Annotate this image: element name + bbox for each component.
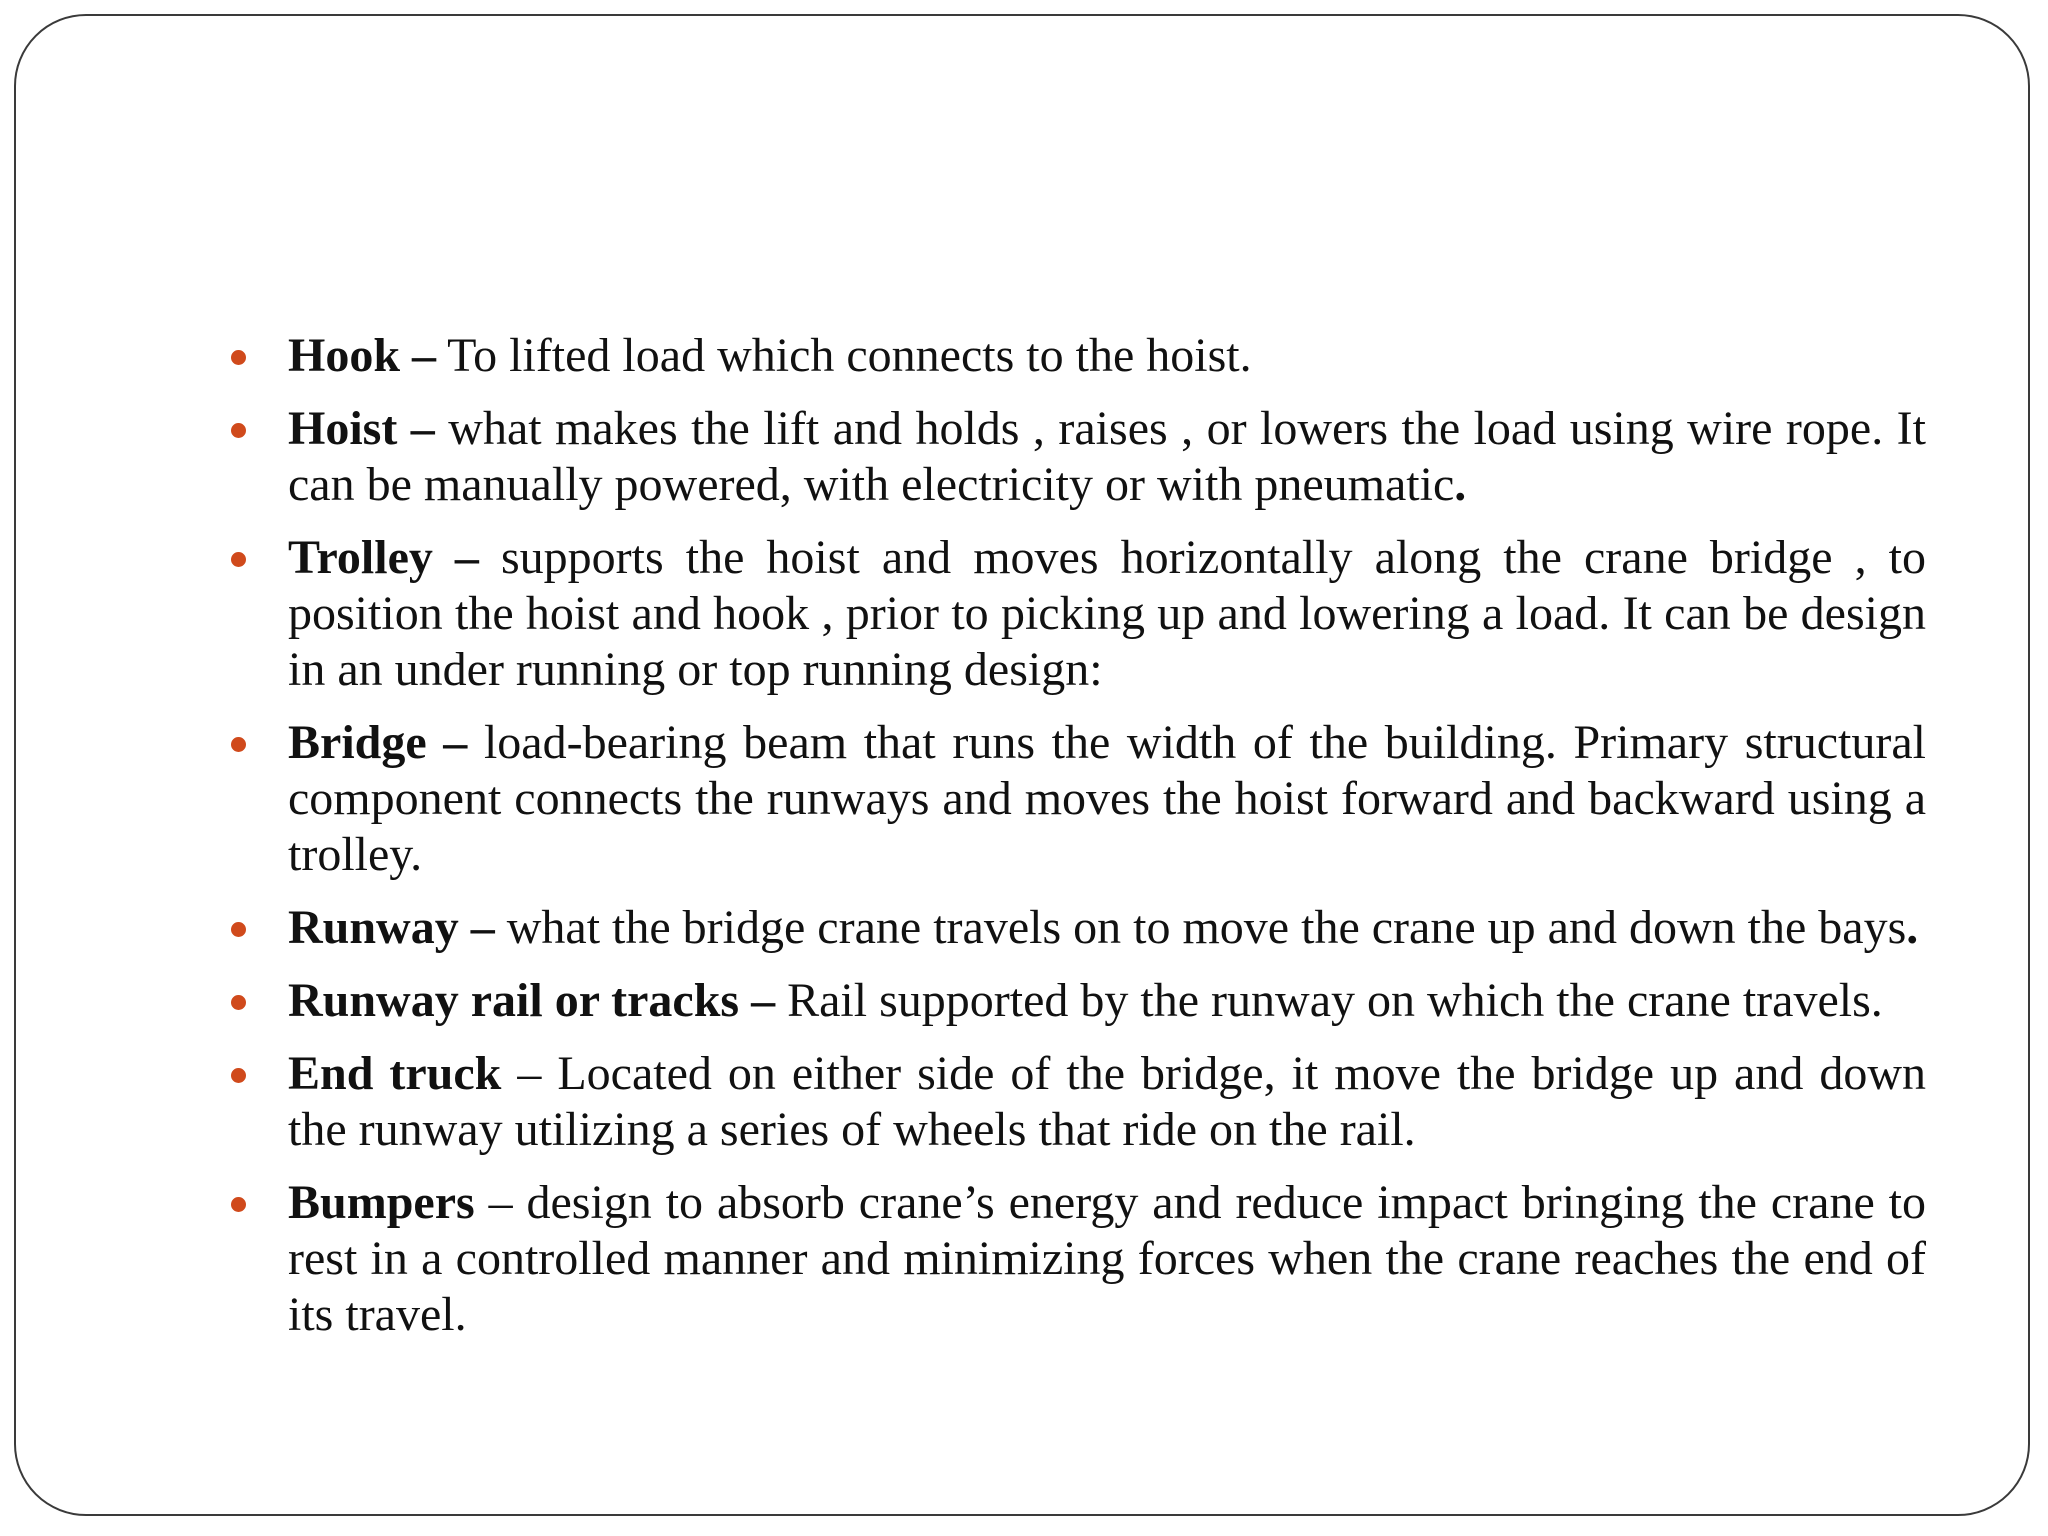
term-bridge: Bridge – (288, 716, 468, 769)
bullet-item-bumpers (288, 1175, 1926, 1343)
bullet-list (288, 328, 1926, 1360)
bullet-item-runway (288, 900, 1926, 956)
desc-bridge: load-bearing beam that runs the width of the building. Primary structural component connects the runways and moves the hoist forward and backward using a trolley. (288, 716, 1926, 881)
desc-hoist: what makes the lift and holds , raises , or lowers the load using wire rope. It can be manually powered, with electricity or with pneumatic (288, 402, 1926, 511)
term-bumpers: Bumpers (288, 1176, 475, 1229)
bullet-item-end-truck (288, 1046, 1926, 1158)
desc-runway-rail: Rail supported by the runway on which the crane travels. (775, 974, 1883, 1027)
term-runway: Runway – (288, 901, 495, 954)
term-end-truck: End truck (288, 1047, 502, 1100)
term-hoist: Hoist – (288, 402, 435, 455)
bullet-item-hoist (288, 401, 1926, 513)
term-runway-rail: Runway rail or tracks – (288, 974, 776, 1027)
desc-runway: what the bridge crane travels on to move the crane up and down the bays (494, 901, 1907, 954)
bullet-dot-icon (231, 552, 246, 567)
bullet-dot-icon (231, 1197, 246, 1212)
bullet-dot-icon (231, 995, 246, 1010)
bullet-item-trolley (288, 530, 1926, 698)
bullet-dot-icon (231, 922, 246, 937)
desc-trolley: supports the hoist and moves horizontally along the crane bridge , to position the hoist and hook , prior to picking up and lowering a load. It can be design in an under running or top running design: (288, 531, 1927, 696)
term-hook: Hook – (288, 329, 437, 382)
desc-hook: To lifted load which connects to the hoist. (436, 329, 1252, 382)
bullet-dot-icon (231, 423, 246, 438)
desc-bumpers: – design to absorb crane’s energy and reduce impact bringing the crane to rest in a controlled manner and minimizing forces when the crane reaches the end of its travel. (288, 1176, 1926, 1341)
term-trolley: Trolley – (288, 531, 479, 584)
desc-end-truck: – Located on either side of the bridge, it move the bridge up and down the runway utilizing a series of wheels that ride on the rail. (288, 1047, 1927, 1156)
bullet-dot-icon (231, 1068, 246, 1083)
bullet-item-bridge (288, 715, 1926, 883)
bullet-item-hook (288, 328, 1926, 384)
tail-hoist: . (1454, 458, 1467, 511)
tail-runway: . (1906, 901, 1919, 954)
bullet-dot-icon (231, 350, 246, 365)
bullet-dot-icon (231, 737, 246, 752)
bullet-item-runway-rail (288, 973, 1926, 1029)
